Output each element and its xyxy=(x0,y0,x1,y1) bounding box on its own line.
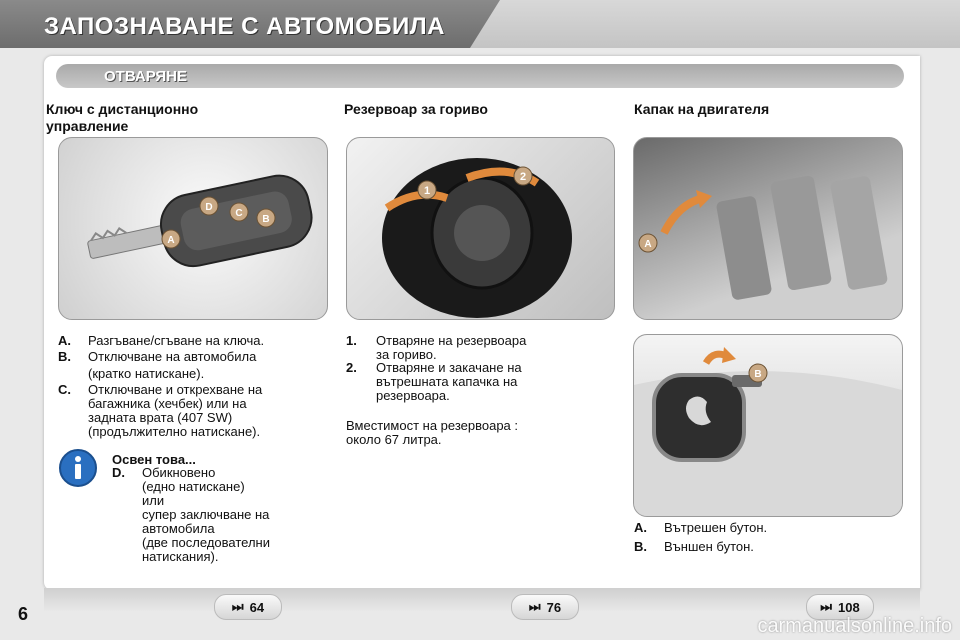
fast-forward-icon: ⏭ xyxy=(820,599,832,614)
watermark: carmanualsonline.info xyxy=(757,615,952,637)
note-title: Освен това... xyxy=(112,452,196,467)
page-ref-link[interactable]: ⏭ 76 xyxy=(511,594,579,620)
info-icon xyxy=(58,448,98,488)
bonnet-release-photo xyxy=(633,137,903,320)
list-item: 1. Отваряне на резервоара за гориво. xyxy=(346,333,527,362)
list-item: 2. Отваряне и закачане на вътрешната капачка на резервоара. xyxy=(346,360,522,403)
list-item: B. Отключване на автомобила xyxy=(58,349,257,364)
column-heading-key: Ключ с дистанционно управление xyxy=(46,101,199,134)
bonnet-catch-photo xyxy=(633,334,903,517)
list-item: A. Вътрешен бутон. xyxy=(634,520,768,535)
note-item: D. Обикновено (едно натискане) или супер заключване на автомобила (две последователни натискания). xyxy=(112,465,270,564)
fuel-label-2: 2 xyxy=(519,171,527,183)
page-ref-link[interactable]: ⏭ 108 xyxy=(806,594,874,620)
list-item: A. Разгъване/сгъване на ключа. xyxy=(58,333,265,348)
header-accent xyxy=(470,0,960,48)
fast-forward-icon: ⏭ xyxy=(528,599,541,614)
bonnet-label-a: A xyxy=(644,239,652,250)
column-heading-fuel: Резервоар за гориво xyxy=(344,101,488,117)
fuel-tank-photo xyxy=(346,137,615,320)
key-label-a: A xyxy=(167,235,175,246)
list-item: C. Отключване и открехване на багажника (хечбек) или на задната врата (407 SW) (продължително натискане). xyxy=(58,382,263,439)
page-ref-link[interactable]: ⏭ 64 xyxy=(214,594,282,620)
key-label-d: D xyxy=(205,202,213,213)
fast-forward-icon: ⏭ xyxy=(231,599,244,614)
page-title: ЗАПОЗНАВАНЕ С АВТОМОБИЛА xyxy=(44,13,445,40)
page-number: 6 xyxy=(18,604,29,624)
key-label-c: C xyxy=(235,208,243,219)
fuel-capacity-text: Вместимост на резервоара : около 67 литра. xyxy=(346,418,519,447)
section-title: ОТВАРЯНЕ xyxy=(104,68,187,85)
fuel-label-1: 1 xyxy=(423,185,431,197)
column-heading-bonnet: Капак на двигателя xyxy=(634,101,770,117)
key-photo xyxy=(58,137,328,320)
bonnet-label-b: B xyxy=(754,369,762,380)
sheet-shadow xyxy=(44,588,920,612)
key-label-b: B xyxy=(262,214,270,225)
list-item: B. Външен бутон. xyxy=(634,539,754,554)
list-item: (кратко натискане). xyxy=(88,366,205,381)
